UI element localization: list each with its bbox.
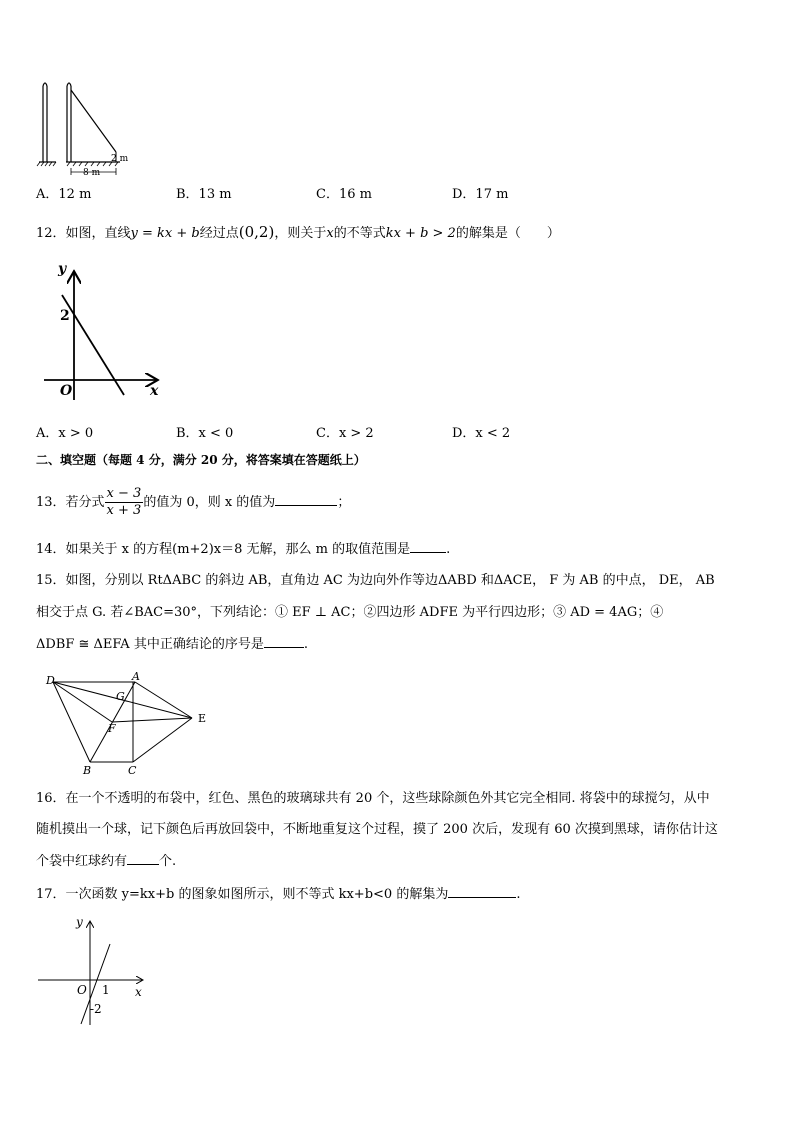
q14-question: 14．如果关于 x 的方程(m+2)x＝8 无解，那么 m 的取值范围是 . <box>36 542 451 557</box>
q14-answer-blank[interactable] <box>410 540 446 553</box>
q12-option-a[interactable]: A．x > 0 <box>36 426 94 441</box>
q15-label-c: C <box>128 764 137 777</box>
q17-answer-blank[interactable] <box>448 885 516 898</box>
q16-answer-blank[interactable] <box>127 852 159 865</box>
q16-line1: 16．在一个不透明的布袋中，红色、黑色的玻璃球共有 20 个，这些球除颜色外其它完全相同. 将袋中的球搅匀，从中 <box>36 791 710 806</box>
q15-figure <box>40 670 220 780</box>
q17-question: 17．一次函数 y=kx+b 的图象如图所示，则不等式 kx+b<0 的解集为 . <box>36 887 521 902</box>
q17-x-label: x <box>135 985 142 999</box>
q17-y-label: y <box>76 915 83 929</box>
q12-option-d[interactable]: D．x < 2 <box>452 426 511 441</box>
q15-label-a: A <box>132 670 140 683</box>
q11-option-d[interactable]: D．17 m <box>452 187 509 202</box>
q15-label-f: F <box>108 722 116 735</box>
q11-option-b[interactable]: B．13 m <box>176 187 232 202</box>
q11-height-label: 2 m <box>111 154 129 164</box>
q11-figure <box>36 78 136 178</box>
q12-option-c[interactable]: C．x > 2 <box>316 426 374 441</box>
q13-question: 13．若分式 $\frac{x - 3}{x + 3}$ 的值为 0，则 x 的值为 ； <box>36 486 351 518</box>
q16-line3: 个袋中红球约有 个. <box>36 854 177 869</box>
q15-label-g: G <box>116 690 125 703</box>
q11-width-label: 8 m <box>83 168 101 178</box>
section-title: 二、填空题（每题 4 分，满分 20 分，将答案填在答题纸上） <box>36 453 366 467</box>
q16-line2: 随机摸出一个球，记下颜色后再放回袋中，不断地重复这个过程，摸了 200 次后，发现有 60 次摸到黑球，请你估计这 <box>36 822 718 837</box>
q12-intercept-label: 2 <box>60 308 70 324</box>
q12-y-label: y <box>58 261 67 277</box>
q12-graph <box>36 255 171 405</box>
q12-x-label: x <box>150 383 159 399</box>
q12-option-b[interactable]: B．x < 0 <box>176 426 234 441</box>
q15-line2: 相交于点 G. 若∠BAC=30°，下列结论：① EF ⊥ AC；②四边形 ADFE 为平行四边形；③ AD = 4AG；④ <box>36 605 664 620</box>
q17-x-intercept-label: 1 <box>102 983 110 997</box>
q11-option-c[interactable]: C．16 m <box>316 187 372 202</box>
q15-line1: 15．如图，分别以 RtΔABC 的斜边 AB，直角边 AC 为边向外作等边ΔABD 和ΔACE， F 为 AB 的中点， DE， AB <box>36 573 715 588</box>
q15-answer-blank[interactable] <box>264 635 304 648</box>
q17-origin-label: O <box>77 983 87 997</box>
q15-line3: ΔDBF ≅ ΔEFA 其中正确结论的序号是 . <box>36 637 308 652</box>
q12-question: 12．如图，直线y = kx + b经过点(0,2)，则关于x的不等式kx + b > 2的解集是（ ） <box>36 223 560 241</box>
q15-label-e: E <box>198 712 207 725</box>
q11-option-a[interactable]: A．12 m <box>36 187 92 202</box>
q17-graph <box>36 910 151 1030</box>
q13-fraction: $\frac{x - 3}{x + 3}$ <box>106 486 142 518</box>
q15-label-d: D <box>46 674 55 687</box>
q15-label-b: B <box>83 764 92 777</box>
q12-origin-label: O <box>60 383 73 399</box>
q17-y-intercept-label: -2 <box>90 1002 102 1016</box>
q13-answer-blank[interactable] <box>275 493 337 506</box>
